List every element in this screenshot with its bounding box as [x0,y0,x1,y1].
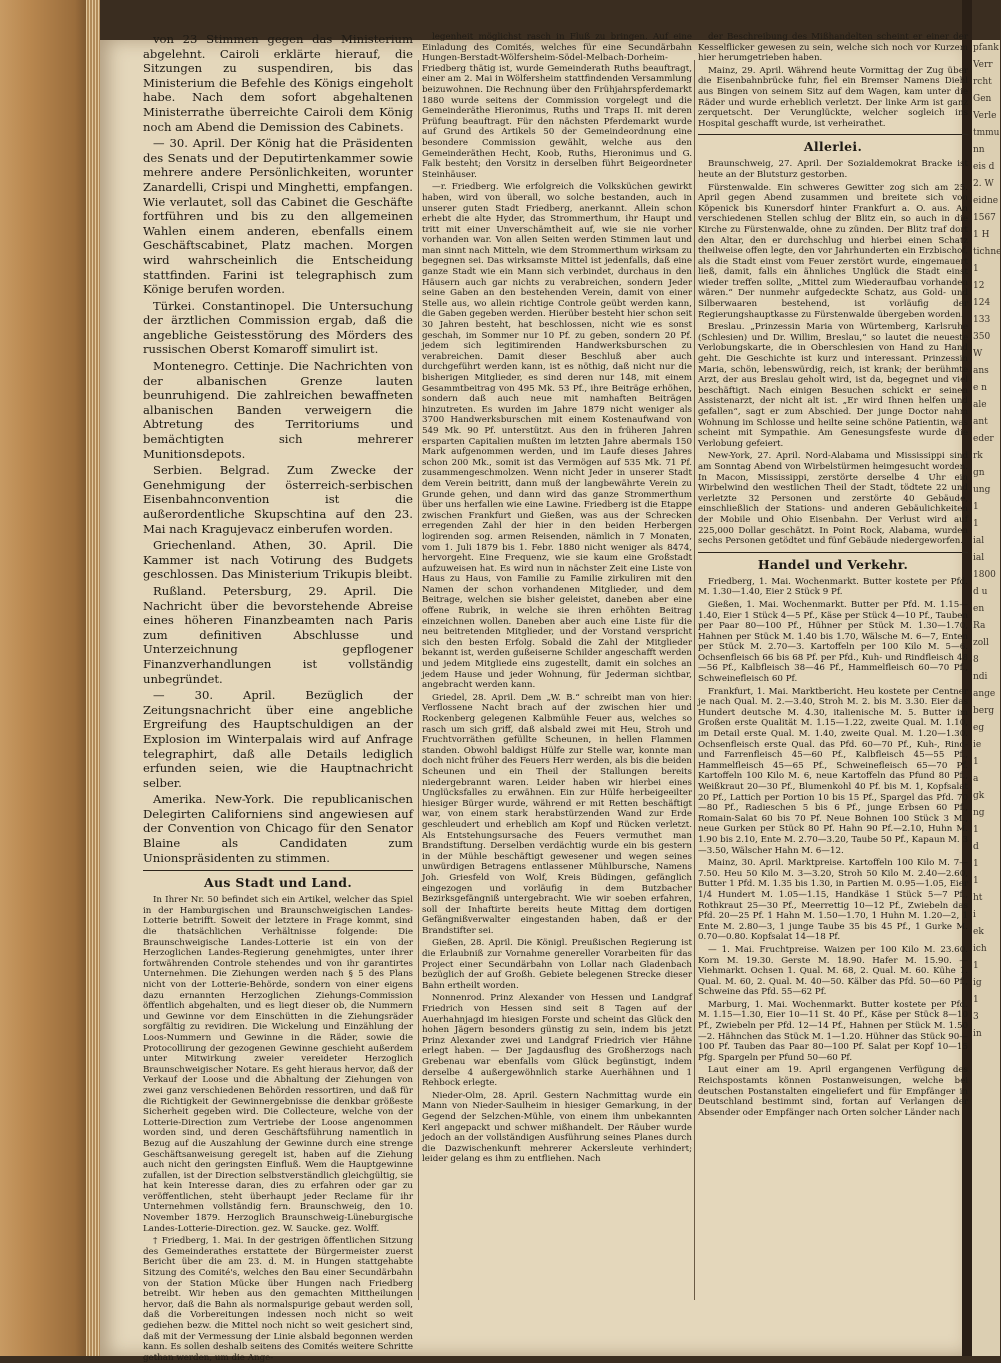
adjacent-page-line: rk [973,451,983,461]
adjacent-page-line: 1 [973,825,979,835]
adjacent-page-line: ial [973,536,985,546]
page-edges [86,0,100,1356]
article-paragraph: Breslau. „Prinzessin Maria von Würtemberg, Karlsruhe (Schlesien) und Dr. Willim, Breslau,“ so lautet die neueste Verlobungskarte, die in Oberschlesien von Hand zu Hand geht. Die Geschichte ist kurz und interessant. Prinzessin Maria, schön, lebenswürdig, reich, ist krank; der berühmte Arzt, der aus Breslau geholt wird, ist da, begegnet und viel beschäftigt. Nach einigen Besuchen schickt er seinen Assistenarzt, der nicht alt ist. „Er wird Ihnen helfen und gefallen“, sagt er zum Abschied. Der junge Doctor nahm Wohnung im Schlosse und heilte seine schöne Patientin, was scheint mit Sympathie. Am Genesungsfeste wurde die Verlobung gefeiert. [698,322,968,449]
foreign-news-section [143,32,413,865]
adjacent-page-line: 8 [973,655,979,665]
adjacent-page-line: 2. W [973,179,994,189]
adjacent-page-line: Verr [973,60,993,70]
adjacent-page-line: gk [973,791,985,801]
article-paragraph: Griechenland. Athen, 30. April. Die Kammer ist nach Votirung des Budgets geschlossen. Das Ministerium Trikupis bleibt. [143,538,413,582]
article-paragraph: Montenegro. Cettinje. Die Nachrichten von der albanischen Grenze lauten beunruhigend. Die zahlreichen bewaffneten albanischen Banden verweigern die Abtretung des Territoriums und bemächtigten sich mehrerer Munitionsdepots. [143,359,413,461]
adjacent-page-line: Gen [973,94,992,104]
column-2 [422,32,692,1346]
adjacent-page-line: ek [973,927,984,937]
adjacent-page-line: ndi [973,672,988,682]
adjacent-page-line: eidne [973,196,999,206]
adjacent-page-line: ht [973,893,983,903]
book-spine [0,0,100,1356]
adjacent-page-line: in [973,1029,982,1039]
adjacent-page-line: 1 [973,757,979,767]
adjacent-page-line: Verle [973,111,997,121]
article-paragraph: Serbien. Belgrad. Zum Zwecke der Genehmigung der österreich-serbischen Eisenbahnconvention ist die außerordentliche Skupschtina auf den 23. Mai nach Kragujevacz einberufen worden. [143,463,413,536]
adjacent-page-line: ans [973,366,989,376]
adjacent-page-line: 1 [973,264,979,274]
adjacent-page-line: 350 [973,332,991,342]
adjacent-page-line: 1 [973,995,979,1005]
article-paragraph: Griedel, 28. April. Dem „W. B.“ schreibt man von hier: Verflossene Nacht brach auf der zwischen hier und Rockenberg gelegenen Kalbmühle Feuer aus, welches so rasch um sich griff, daß alsbald zwei mit Heu, Stroh und Fruchtvorräthen gefüllte Scheunen, in hellen Flammen standen. Obwohl baldigst Hülfe zur Stelle war, konnte man doch nicht früher des Feuers Herr werden, als bis die beiden Scheunen und ein Theil der Stallungen bereits niedergebrannt waren. Leider haben wir hierbei eines Unglücksfalles zu erwähnen. Ein zur Hülfe herbeigeeilter hiesiger Bürger wurde, während er mit Retten beschäftigt war, von einem stark herabstürzenden Wand zur Erde geschleudert und erheblich am Kopf und Rücken verletzt. Als Entstehungsursache des Feuers vermuthet man Brandstiftung. Derselben verdächtig wurde ein bis gestern in der Mühle beschäftigt gewesener und wegen seines unwürdigen Betragens entlassener Mühlbursche, Namens Joh. Griesfeld von Wolf, Kreis Büdingen, gefänglich eingezogen und vorläufig in dem Butzbacher Bezirksgefängniß untergebracht. Wie wir soeben erfahren, soll der Inhaftirte bereits heute Mittag dem dortigen Gefängnißverwalter eingestanden haben, daß er der Brandstifter sei. [422,692,692,936]
article-paragraph: der Beschreibung des Mißhandelten scheint er einer der Kesselflicker gewesen zu sein, welche sich noch vor Kurzem hier herumgetrieben haben. [698,32,968,64]
adjacent-page-line: 1 [973,859,979,869]
article-paragraph: Laut einer am 19. April ergangenen Verfügung des Reichspostamts können Postanweisungen, welche bei deutschen Postanstalten eingeliefert und für Empfänger in Deutschland bestimmt sind, fortan auf Verlangen der Absender oder Empfänger nach Orten solcher Länder nach [698,1065,968,1118]
adjacent-page-line: 1 [973,876,979,886]
article-paragraph: Fürstenwalde. Ein schweres Gewitter zog sich am 25. April gegen Abend zusammen und breitete sich von Köpenick bis Kunersdorf hinter Frankfurt a. O. aus. An verschiedenen Stellen schlug der Blitz ein, so auch in die Kirche zu Fürstenwalde, ohne zu zünden. Der Blitz traf dort den Altar, den er durchschlug und hierbei einen Schatz theilweise offen legte, den vor Jahrhunderten ein Erzbischof, als die Stadt einst vom Feuer zerstört wurde, eingemauert ließ, damit, falls ein ähnliches Unglück die Stadt einst wieder treffen sollte, „Mittel zum Wiederaufbau vorhanden wären.“ Der nunmehr aufgedeckte Schatz, aus Gold- und Silberwaaren bestehend, ist vorläufig der Regierungshauptkasse zu Fürstenwalde übergeben worden. [698,182,968,320]
article-paragraph: Amerika. New-York. Die republicanischen Delegirten Californiens sind angewiesen auf der Convention von Chicago für den Senator Blaine als Candidaten zum Unionspräsidenten zu stimmen. [143,792,413,865]
local-news-continued [422,32,692,1165]
adjacent-page-line: ich [973,944,987,954]
section-heading-handel-und-verkehr: Handel und Verkehr. [698,552,968,572]
adjacent-page-line: eis d [973,162,995,172]
adjacent-page-line: ale [973,400,987,410]
adjacent-page-line: Ra [973,621,986,631]
adjacent-page-fragment [972,40,1000,1356]
article-paragraph: von 23 Stimmen gegen das Ministerium abgelehnt. Cairoli erklärte hierauf, die Sitzungen zu suspendiren, bis das Ministerium die Befehle des Königs eingeholt habe. Nach dem sofort abgehaltenen Ministerrathe überreichte Cairoli dem König noch am Abend die Demission des Cabinets. [143,32,413,134]
adjacent-page-line: ange [973,689,996,699]
article-paragraph: Nieder-Olm, 28. April. Gestern Nachmittag wurde ein Mann von Nieder-Saulheim in hiesiger Gemarkung, in der Gegend der Selzchen-Mühle, von einem ihm unbekannten Kerl angepackt und schwer mißhandelt. Der Räuber wurde jedoch an der vollständigen Ausführung seines Planes durch die Dazwischenkunft mehrerer Ackersleute verhindert; leider gelang es ihm zu entfliehen. Nach [422,1090,692,1165]
adjacent-page-line: 133 [973,315,991,325]
adjacent-page-line: gn [973,468,985,478]
adjacent-page-line: a [973,774,979,784]
adjacent-page-line: e n [973,383,987,393]
article-paragraph: Mainz, 30. April. Marktpreise. Kartoffeln 100 Kilo M. 7—7.50. Heu 50 Kilo M. 3—3.20, Stroh 50 Kilo M. 2.40—2.60, Butter 1 Pfd. M. 1.35 bis 1.30, in Partien M. 0.95—1.05, Eier 1/4 Hundert M. 1.05—1.15, Handkäse 1 Stück 5—7 Pf., Rothkraut 25—30 Pf., Meerrettig 10—12 Pf., Zwiebeln das Pfd. 20—25 Pf. 1 Hahn M. 1.50—1.70, 1 Huhn M. 1.20—2, 1 Ente M. 2.80—3, 1 junge Taube 35 bis 45 Pf., 1 Gurke M. 0.70—0.80. Kopfsalat 14—18 Pf. [698,858,968,943]
adjacent-page-line: berg [973,706,995,716]
adjacent-page-line: en [973,604,985,614]
adjacent-page-line: 124 [973,298,991,308]
adjacent-page-line: 1800 [973,570,996,580]
article-paragraph: Nonnenrod. Prinz Alexander von Hessen und Landgraf Friedrich von Hessen sind seit 8 Tagen auf der Auerhahnjagd im hiesigen Forste und scheint das Glück den hohen Jägern besonders günstig zu sein, indem bis jetzt Prinz Alexander zwei und Landgraf Friedrich vier Hähne erlegt haben. — Der Jagdausflug des Großherzogs nach Grebenau war ebenfalls vom Glück begünstigt, indem derselbe 4 außergewöhnlich starke Auerhähnen und 1 Rehbock erlegte. [422,993,692,1089]
trade-section [698,577,968,1119]
section-heading-aus-stadt-und-land: Aus Stadt und Land. [143,870,413,890]
article-paragraph: † Friedberg, 1. Mai. In der gestrigen öffentlichen Sitzung des Gemeinderathes erstattete der Bürgermeister zuerst Bericht über die am 23. d. M. in Hungen stattgehabte Sitzung des Comité's, welches den Bau einer Secundärbahn von der Station Mücke über Hungen nach Friedberg betreibt. Wir heben aus den gemachten Mittheilungen hervor, daß die Bahn als normalspurige gebaut werden soll, daß die Vorbereitungen indessen noch nicht so weit gediehen bezw. die Mittel noch nicht so weit gesichert sind, daß mit der Vermessung der Linie alsbald begonnen werden kann. Es sollen deshalb seitens des Comités weitere Schritte gethan werden, um die Ange- [143,1236,413,1363]
article-paragraph: — 1. Mai. Fruchtpreise. Waizen per 100 Kilo M. 23.60. Korn M. 19.30. Gerste M. 18.90. Hafer M. 15.90. — Viehmarkt. Ochsen 1. Qual. M. 68, 2. Qual. M. 60. Kühe 1. Qual. M. 60, 2. Qual. M. 40—50. Kälber das Pfd. 50—60 Pf., Schweine das Pfd. 55—62 Pf. [698,944,968,998]
adjacent-page-line: ant [973,417,988,427]
section-heading-allerlei: Allerlei. [698,134,968,154]
article-paragraph: Braunschweig, 27. April. Der Sozialdemokrat Bracke ist heute an der Blutsturz gestorben. [698,159,968,180]
adjacent-page-line: nn [973,145,985,155]
adjacent-page-line: d [973,842,979,852]
article-paragraph: Mainz, 29. April. Während heute Vormittag der Zug über die Eisenbahnbrücke fuhr, fiel ein Bremser Namens Diehl aus Bingen von seinem Sitz auf dem Wagen, kam unter die Räder und wurde erheblich verletzt. Der linke Arm ist ganz zerquetscht. Der Verunglückte, welcher sogleich ins Hospital geschafft wurde, ist verheirathet. [698,65,968,129]
article-paragraph: —r. Friedberg. Wie erfolgreich die Volksküchen gewirkt haben, wird von überall, wo solche bestanden, auch in unserer guten Stadt Friedberg, anerkannt. Allein schon erhebt die alte Hyder, das Strommerthum, ihr Haupt und tritt mit einer Unverschämtheit auf, wie sie nie vorher vorhanden war. Von allen Seiten werden Stimmen laut und man sinnt nach Mitteln, wie dem Strommerthum wirksam zu begegnen sei. Das wirksamste Mittel ist jedenfalls, daß eine ganze Stadt wie ein Mann sich verbindet, durchaus in den Häusern auch gar nichts zu verabreichen, sondern Jeder seine Gaben an den bestehenden Verein, damit von einer Stelle aus, wo allein richtige Controle geübt werden kann, die Gaben gegeben werden. Hierüber besteht hier schon seit 30 Jahren besteht, hat beschlossen, nicht wie es sonst geschah, im Sommer nur 10 Pf. zu geben, sondern 20 Pf. jedem sich legitimirenden Handwerksburschen zu verabreichen. Damit dieser Beschluß aber auch durchgeführt werden kann, ist es nöthig, daß nicht nur die bisherigen Mitglieder, es sind deren nur 148, mit einem Gesammtbeitrag von 495 Mk. 53 Pf., ihre Beiträge erhöhen, sondern daß auch neue mit namhaften Beiträgen hinzutreten. Es wurden im Jahre 1879 nicht weniger als 3700 Handwerksburschen mit einem Kostenaufwand von 549 Mk. 90 Pf. unterstützt. Aus den in früheren Jahren ersparten Capitalien mußten im letzten Jahre abermals 150 Mark aufgenommen werden, und im Laufe dieses Jahres schon 200 Mk., somit ist das Vermögen auf 535 Mk. 71 Pf. zusammengeschmolzen. Wenn nicht Jeder in unserer Stadt dem Verein beitritt, dann muß der langbewährte Verein zu Grunde gehen, und dann wird das ganze Strommerthum über uns herfallen wie eine Lawine. Friedberg ist die Etappe zwischen Frankfurt und Gießen, was aus der Schrecken erregenden Zahl der hier in den beiden Herbergen logirenden sog. armen Reisenden, nämlich in 7 Monaten, vom 1. Juli 1879 bis 1. Febr. 1880 nicht weniger als 8474, hervorgeht. Eine Frequenz, wie sie kaum eine Großstadt aufzuweisen hat. Es wird nun in nächster Zeit eine Liste von Haus zu Haus, von Familie zu Familie zirkuliren mit den Namen der schon vorhandenen Mitglieder, und dem Beitrage, welchen sie bisher geleistet, daneben aber eine offene Rubrik, in welche sie ihren erhöhten Beitrag einzeichnen wollen. Daneben aber auch eine Liste für die neu beitretenden Mitglieder, und der Vorstand verspricht sich den besten Erfolg. Sobald die Zahl der Mitglieder bekannt ist, werden gußeiserne Schilder angeschafft werden und jedem Mitgliede eins zugestellt, damit ein solches an jedem Hause und jeder Wohnung, für Jederman sichtbar, angebracht werden kann. [422,182,692,691]
adjacent-page-line: tichne [973,247,1001,257]
adjacent-page-line: 1 [973,961,979,971]
article-paragraph: In Ihrer Nr. 50 befindet sich ein Artikel, welcher das Spiel in der Hamburgischen und Braunschweigischen Landes-Lotterie betrifft. Soweit der letztere in Frage kommt, sind die thatsächlichen Verhältnisse folgende: Die Braunschweigische Landes-Lotterie ist ein von der Herzoglichen Landes-Regierung genehmigtes, unter ihrer fortwährenden Controle stehendes und von ihr garantirtes Unternehmen. Die Ziehungen werden nach § 5 des Plans nicht von der Lotterie-Behörde, sondern von einer eigens dazu ernannten Herzoglichen Ziehungs-Commission öffentlich abgehalten, und es liegt dieser ob, die Nummern und Gewinne vor dem Einschütten in die Ziehungsräder sorgfältig zu revidiren. Die Wickelung und Einzählung der Loos-Nummern und Gewinne in die Räder, sowie die Protocollirung der gezogenen Gewinne geschieht außerdem unter Mitwirkung zweier vereideter Herzoglich Braunschweigischer Notare. Es geht hieraus hervor, daß der Verkauf der Loose und die Abhaltung der Ziehungen von zwei ganz verschiedenen Behörden ressortiren, und daß für die Richtigkeit der Gewinnergebnisse die denkbar größeste Sicherheit gegeben wird. Die Collecteure, welche von der Lotterie-Direction zum Vertriebe der Loose angenommen worden sind, und deren Geschäftsführung namentlich in Bezug auf die Auszahlung der Gewinne durch eine strenge Geschäftsanweisung geregelt ist, haben auf die Ziehung auch nicht den geringsten Einfluß. Wem die Hauptgewinne zufallen, ist der Direction selbstverständlich gleichgültig, sie hat kein Interesse daran, dies zu erfahren oder gar zu veröffentlichen, steht überhaupt jeder Reclame für ihr Unternehmen vollständig fern. Braunschweig, den 10. November 1879. Herzoglich Braunschweig-Lüneburgische Landes-Lotterie-Direction. gez. W. Saucke. gez. Wolff. [143,895,413,1234]
adjacent-page-line: 1567 [973,213,996,223]
article-paragraph: — 30. April. Der König hat die Präsidenten des Senats und der Deputirtenkammer sowie mehrere andere Persönlichkeiten, worunter Zanardelli, Crispi und Minghetti, empfangen. Wie verlautet, soll das Cabinet die Geschäfte fortführen und bis zu den allgemeinen Wahlen einem anderen, ebenfalls einem Geschäftscabinet, Platz machen. Morgen wird wahrscheinlich die Entscheidung stattfinden. Farini ist telegraphisch zum Könige berufen worden. [143,136,413,297]
adjacent-page-line: d u [973,587,988,597]
article-paragraph: Türkei. Constantinopel. Die Untersuchung der ärztlichen Commission ergab, daß die angebliche Geistesstörung des Mörders des russischen Oberst Komaroff simulirt ist. [143,298,413,357]
adjacent-page-line: pfank [973,43,999,53]
adjacent-page-line: 1 H [973,230,990,240]
article-paragraph: Rußland. Petersburg, 29. April. Die Nachricht über die bevorstehende Abreise eines höheren Finanzbeamten nach Paris zum definitiven Abschlusse und Unterzeichnung gepflogener Finanzverhandlungen ist vollständig unbegründet. [143,583,413,686]
adjacent-page-line: tmmu [973,128,1000,138]
article-paragraph: Gießen, 1. Mai. Wochenmarkt. Butter per Pfd. M. 1.15—1.40, Eier 1 Stück 4—5 Pf., Käse per Stück 4—10 Pf., Tauben per Paar 80—100 Pf., Hühner per Stück M. 1.30—1.70, Hahnen per Stück M. 1.40 bis 1.70, Wälsche M. 6—7, Enten per Stück M. 2.70—3. Kartoffeln per 100 Kilo M. 5—6. Ochsenfleisch 66 bis 68 Pf. per Pfd., Kuh- und Rindfleisch 48—56 Pf., Kalbfleisch 38—46 Pf., Hammelfleisch 60—70 Pf., Schweinefleisch 60 Pf. [698,599,968,685]
article-paragraph: Marburg, 1. Mai. Wochenmarkt. Butter kostete per Pfd. M. 1.15—1.30, Eier 10—11 St. 40 Pf., Käse per Stück 8—10 Pf., Zwiebeln per Pfd. 12—14 Pf., Hahnen per Stück M. 1.50—2. Hähnchen das Stück M. 1—1.20. Hühner das Stück 90—100 Pf. Tauben das Paar 80—100 Pf. Salat per Kopf 10—15 Pfg. Spargeln per Pfund 50—60 Pf. [698,999,968,1063]
column-1 [143,32,413,1363]
adjacent-page-line: rcht [973,77,992,87]
adjacent-page-line: 1 [973,502,979,512]
column-rule-2 [694,60,695,1300]
miscellaneous-section [698,159,968,546]
article-paragraph: Friedberg, 1. Mai. Wochenmarkt. Butter kostete per Pfd. M. 1.30—1.40, Eier 2 Stück 9 Pf. [698,576,968,598]
column-rule-1 [418,60,419,1300]
adjacent-page-line: ng [973,808,985,818]
local-news-end [698,32,968,129]
adjacent-page-line: i [973,910,976,920]
article-paragraph: legenheit möglichst rasch in Fluß zu bringen. Auf eine Einladung des Comités, welches für eine Secundärbahn Hungen-Berstadt-Wölfersheim-Södel-Melbach-Dorheim-Friedberg thätig ist, wurde Gemeinderath Ruths beauftragt, einer am 2. Mai in Wölfersheim stattfindenden Versammlung beizuwohnen. Die Rechnung über den Frühjahrspferdemarkt 1880 wurde seitens der Commission vorgelegt und die Gemeinderäthe Hieronimus, Ruths und Traps II. mit deren Prüfung beauftragt. Für den nächsten Pferdemarkt wurde auf Grund des Artikels 50 der Gemeindeordnung eine besondere Commission gewählt, welche aus den Gemeinderäthen Hecht, Koob, Ruths, Hieronimus und G. Falk besteht; den Vorsitz in derselben führt Beigeordneter Steinhäuser. [422,32,692,180]
adjacent-page-line: ig [973,978,982,988]
adjacent-page-line: 1 [973,519,979,529]
adjacent-page-line: ung [973,485,991,495]
local-news-section [143,895,413,1363]
column-3 [698,32,968,1346]
adjacent-page-line: eg [973,723,985,733]
adjacent-page-line: eder [973,434,994,444]
adjacent-page-line: 3 [973,1012,979,1022]
article-paragraph: Frankfurt, 1. Mai. Marktbericht. Heu kostete per Centner je nach Qual. M. 2.—3.40, Stroh M. 2. bis M. 3.30. Eier das Hundert deutsche M. 4.30, italienische M. 5. Butter im Großen erste Qualität M. 1.15—1.22, zweite Qual. M. 1.10, im Detail erste Qual. M. 1.40, zweite Qual. M. 1.20—1.30. Ochsenfleisch erste Qual. das Pfd. 60—70 Pf., Kuh-, Rind- und Farrenfleisch 45—60 Pf., Kalbfleisch 45—55 Pf., Hammelfleisch 45—65 Pf., Schweinefleisch 65—70 Pf. Kartoffeln 100 Kilo M. 6, neue Kartoffeln das Pfund 80 Pf., Weißkraut 20—30 Pf., Blumenkohl 40 Pf. bis M. 1, Kopfsalat 20 Pf., Lattich per Portion 10 bis 15 Pf., Spargel das Pfd. 70—80 Pf., Radieschen 5 bis 6 Pf., junge Erbsen 60 Pf., Romain-Salat 60 bis 70 Pf. Neue Bohnen 100 Stück 3 M., neue Gurken per Stück 80 Pf. Hahn 90 Pf.—2.10, Huhn M. 1.90 bis 2.10, Ente M. 2.70—3.20, Taube 50 Pf., Kapaun M. 3—3.50, Wälscher Hahn M. 6—12. [698,686,968,856]
article-paragraph: Gießen, 28. April. Die Königl. Preußischen Regierung ist die Erlaubniß zur Vornahme genereller Vorarbeiten für das Project einer Secundärbahn von Lollar nach Gladenbach bezüglich der auf Großh. Gebiete belegenen Strecke dieser Bahn ertheilt worden. [422,938,692,991]
adjacent-page-line: ial [973,553,985,563]
article-paragraph: — 30. April. Bezüglich der Zeitungsnachricht über eine angebliche Ergreifung des Hauptschuldigen an der Explosion im Winterpalais wird auf Anfrage telegraphirt, daß alle Details lediglich erfunden seien, wie die Hauptnachricht selber. [143,688,413,790]
adjacent-page-line: W [973,349,983,359]
article-paragraph: New-York, 27. April. Nord-Alabama und Mississippi sind am Sonntag Abend von Wirbelstürmen heimgesucht worden. In Macon, Mississippi, zerstörte derselbe 4 Uhr ein Wirbelwind den westlichen Theil der Stadt, tödtete 22 und verletzte 32 Personen und zerstörte 40 Gebäude, einschließlich der Stations- und anderen Gebäulichkeiten der Mobile und Ohio Eisenbahn. Der Verlust wird auf 225,000 Dollar geschätzt. In Point Rock, Alabama, wurden sechs Personen getödtet und fünf Gebäude niedergeworfen. [698,451,968,547]
adjacent-page-line: zoll [973,638,989,648]
adjacent-page-line: ie [973,740,982,750]
adjacent-page-line: 12 [973,281,985,291]
